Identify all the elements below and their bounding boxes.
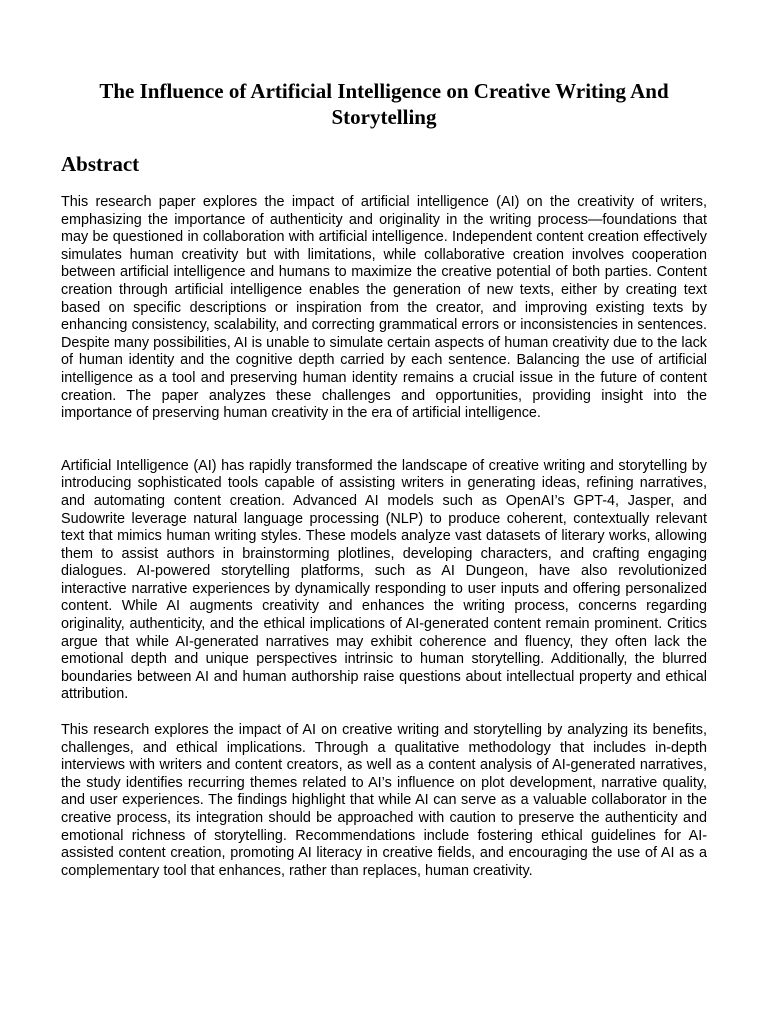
abstract-heading: Abstract (61, 152, 140, 176)
intro-paragraph: Artificial Intelligence (AI) has rapidly transformed the landscape of creative writing and storytelling by introducing sophisticated tools capable of assisting writers in generating ideas, refining narratives, and automating content creation. Advanced AI models such as OpenAI’s GPT-4, Jasper, and Sudowrite leverage natural language processing (NLP) to produce coherent, contextually relevant text that mimics human writing styles. These models analyze vast datasets of literary works, allowing them to assist authors in brainstorming plotlines, developing characters, and crafting engaging dialogues. AI-powered storytelling platforms, such as AI Dungeon, have also revolutionized interactive narrative experiences by dynamically responding to user inputs and offering personalized content. While AI augments creativity and enhances the writing process, concerns regarding originality, authenticity, and the ethical implications of AI-generated content remain prominent. Critics argue that while AI-generated narratives may exhibit coherence and fluency, they often lack the emotional depth and unique perspectives intrinsic to human storytelling. Additionally, the blurred boundaries between AI and human authorship raise questions about intellectual property and ethical attribution. (61, 457, 707, 703)
paper-title: The Influence of Artificial Intelligence on Creative Writing And Storytelling (99, 79, 669, 129)
research-paragraph: This research explores the impact of AI on creative writing and storytelling by analyzing its benefits, challenges, and ethical implications. Through a qualitative methodology that includes in-depth interviews with writers and content creators, as well as a content analysis of AI-generated narratives, the study identifies recurring themes related to AI’s influence on plot development, narrative quality, and user experiences. The findings highlight that while AI can serve as a valuable collaborator in the creative process, its integration should be approached with caution to preserve the authenticity and emotional richness of storytelling. Recommendations include fostering ethical guidelines for AI-assisted content creation, promoting AI literacy in creative fields, and encouraging the use of AI as a complementary tool that enhances, rather than replaces, human creativity. (61, 722, 707, 879)
document-page (61, 0, 707, 880)
abstract-paragraph: This research paper explores the impact of artificial intelligence (AI) on the creativity of writers, emphasizing the importance of authenticity and originality in the writing process—foundations that may be questioned in collaboration with artificial intelligence. Independent content creation effectively simulates human creativity but with limitations, while collaborative creation involves cooperation between artificial intelligence and humans to maximize the creative potential of both parties. Content creation through artificial intelligence enables the generation of new texts, either by creating text based on specific descriptions or inspiration from the creator, and improving existing texts by enhancing consistency, scalability, and correcting grammatical errors or inconsistencies in sentences. Despite many possibilities, AI is unable to simulate certain aspects of human creativity due to the lack of human identity and the cognitive depth carried by each sentence. Balancing the use of artificial intelligence as a tool and preserving human identity remains a crucial issue in the future of content creation. The paper analyzes these challenges and opportunities, providing insight into the importance of preserving human creativity in the era of artificial intelligence. (61, 194, 707, 422)
